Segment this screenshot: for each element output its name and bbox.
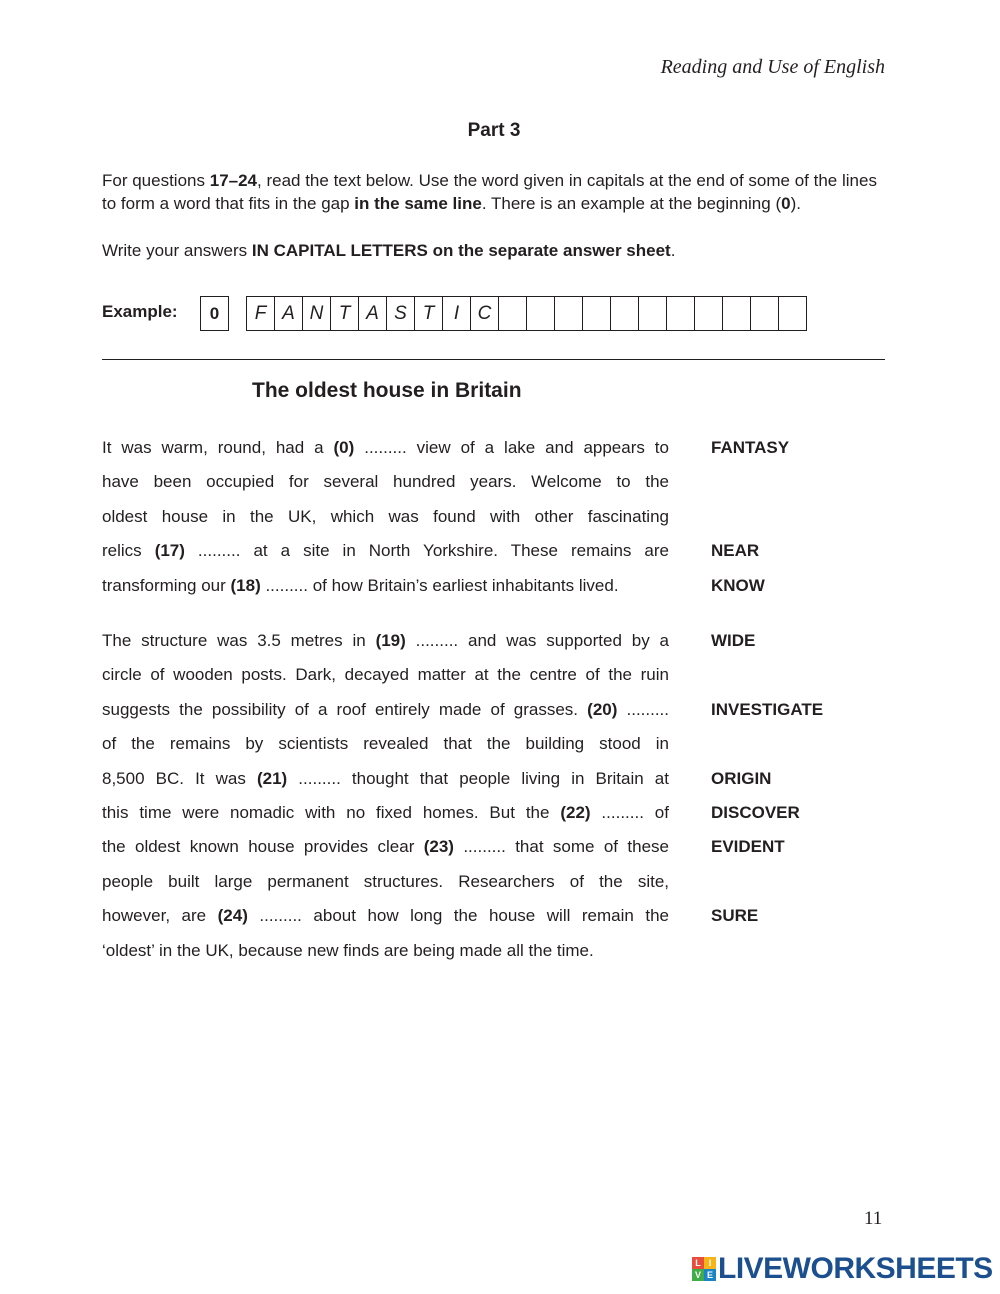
answer-letter-box xyxy=(639,296,667,331)
text-line xyxy=(102,934,669,968)
answer-letter-box: N xyxy=(303,296,331,331)
answer-letter-box xyxy=(555,296,583,331)
answer-letter-box xyxy=(499,296,527,331)
text-line xyxy=(102,865,669,899)
keyword-wide: WIDE xyxy=(711,631,756,650)
text-line xyxy=(102,796,669,830)
example-number-box: 0 xyxy=(200,296,229,331)
paragraph-2 xyxy=(102,624,669,968)
instructions-bold: 17–24 xyxy=(209,171,258,190)
instructions-text: . There is an example at the beginning ( xyxy=(481,194,782,213)
text-line xyxy=(102,569,669,603)
instructions-text: lines to form a word that fits in the gap xyxy=(102,171,877,213)
gap-number: (19) xyxy=(375,631,406,650)
instructions-bold: in the same line xyxy=(354,194,482,213)
text-fragment: transforming our xyxy=(102,575,231,595)
answer-letter-box: S xyxy=(387,296,415,331)
instructions-text: ). xyxy=(790,194,801,213)
text-fragment: ......... xyxy=(617,699,670,719)
answer-letter-box xyxy=(695,296,723,331)
text-title: The oldest house in Britain xyxy=(252,379,522,402)
write-text: Write your answers xyxy=(102,241,252,260)
text-fragment: ......... view of a lake and appears to xyxy=(354,438,669,457)
answer-letter-box xyxy=(611,296,639,331)
text-fragment: It was warm, round, had a xyxy=(102,438,334,457)
answer-letter-box xyxy=(527,296,555,331)
text-fragment: ......... of xyxy=(590,802,669,822)
text-fragment: the oldest known house provides clear xyxy=(102,837,424,857)
liveworksheets-logo-icon xyxy=(692,1257,716,1281)
part-title: Part 3 xyxy=(467,120,521,141)
answer-letter-box: I xyxy=(443,296,471,331)
gap-number: (18) xyxy=(230,575,261,595)
keyword-fantasy: FANTASY xyxy=(711,438,790,457)
text-fragment: oldest house in the UK, which was found with other fascinating xyxy=(102,506,669,526)
text-fragment: circle of wooden posts. Dark, decayed matter at the centre of the ruin xyxy=(102,665,669,685)
text-fragment: relics xyxy=(102,541,155,561)
brand-text: LIVEWORKSHEETS xyxy=(718,1252,993,1285)
answer-letter-box: A xyxy=(275,296,303,331)
text-line xyxy=(102,534,669,568)
write-bold: IN CAPITAL LETTERS on the separate answer sheet xyxy=(251,241,671,260)
logo-tile: V xyxy=(692,1269,704,1281)
example-label: Example: xyxy=(102,302,178,321)
logo-tile: E xyxy=(704,1269,716,1281)
liveworksheets-brand[interactable] xyxy=(692,1252,993,1286)
text-fragment: ‘oldest’ in the UK, because new finds are being made all the time. xyxy=(102,940,594,960)
keyword-investigate: INVESTIGATE xyxy=(711,700,824,719)
text-fragment: people built large permanent structures. Researchers of the site, xyxy=(102,871,669,891)
text-fragment: The structure was 3.5 metres in xyxy=(102,631,376,650)
text-line xyxy=(102,465,669,499)
text-fragment: ......... of how Britain’s earliest inhabitants lived. xyxy=(260,575,619,595)
gap-number: (23) xyxy=(423,837,454,857)
text-line xyxy=(102,899,669,933)
divider xyxy=(102,359,885,360)
gap-number: (0) xyxy=(333,438,355,457)
write-instructions xyxy=(102,239,892,262)
text-fragment: 8,500 BC. It was xyxy=(102,768,257,788)
text-fragment: ......... at a site in North Yorkshire. These remains are xyxy=(184,541,669,561)
instructions-text: , read the text below. Use the word given in capitals at the end of some of the xyxy=(257,171,838,190)
text-line xyxy=(102,500,669,534)
gap-number: (21) xyxy=(256,768,288,788)
answer-letter-box xyxy=(779,296,807,331)
section-title: Reading and Use of English xyxy=(660,56,885,78)
text-line xyxy=(102,762,669,796)
answer-letter-box xyxy=(667,296,695,331)
write-text: . xyxy=(670,241,676,260)
answer-letter-box: T xyxy=(331,296,359,331)
text-line xyxy=(102,727,669,761)
text-fragment: suggests the possibility of a roof entirely made of grasses. xyxy=(102,699,588,719)
text-line xyxy=(102,693,669,727)
paragraph-1 xyxy=(102,431,669,603)
example-answer-boxes xyxy=(246,296,807,331)
text-fragment: however, are xyxy=(102,906,218,926)
text-fragment: of the remains by scientists revealed that the building stood in xyxy=(102,734,669,754)
text-fragment: ......... thought that people living in Britain at xyxy=(287,768,669,788)
text-fragment: ......... that some of these xyxy=(453,837,669,857)
keyword-near: NEAR xyxy=(711,541,760,560)
text-fragment: this time were nomadic with no fixed homes. But the xyxy=(102,802,561,822)
answer-letter-box: F xyxy=(247,296,275,331)
answer-letter-box: T xyxy=(415,296,443,331)
answer-letter-box xyxy=(751,296,779,331)
text-fragment: have been occupied for several hundred years. Welcome to the xyxy=(102,472,669,492)
keyword-evident: EVIDENT xyxy=(711,837,785,856)
answer-letter-box xyxy=(723,296,751,331)
text-fragment: ......... about how long the house will remain the xyxy=(247,906,669,926)
gap-number: (24) xyxy=(217,906,248,926)
keyword-sure: SURE xyxy=(711,906,759,925)
instructions xyxy=(102,169,892,215)
text-line xyxy=(102,624,669,658)
gap-number: (17) xyxy=(154,541,185,561)
keyword-know: KNOW xyxy=(711,576,765,595)
text-fragment: ......... and was supported by a xyxy=(405,631,669,650)
answer-letter-box xyxy=(583,296,611,331)
gap-number: (22) xyxy=(560,802,591,822)
gap-number: (20) xyxy=(587,699,618,719)
answer-letter-box: C xyxy=(471,296,499,331)
text-line xyxy=(102,431,669,465)
keyword-discover: DISCOVER xyxy=(711,803,800,822)
answer-letter-box: A xyxy=(359,296,387,331)
instructions-bold: 0 xyxy=(781,194,791,213)
text-line xyxy=(102,658,669,692)
text-line xyxy=(102,830,669,864)
logo-tile: L xyxy=(692,1257,704,1269)
instructions-text: For questions xyxy=(102,171,210,190)
keyword-origin: ORIGIN xyxy=(711,769,772,788)
page-number: 11 xyxy=(864,1208,883,1229)
logo-tile: I xyxy=(704,1257,716,1269)
